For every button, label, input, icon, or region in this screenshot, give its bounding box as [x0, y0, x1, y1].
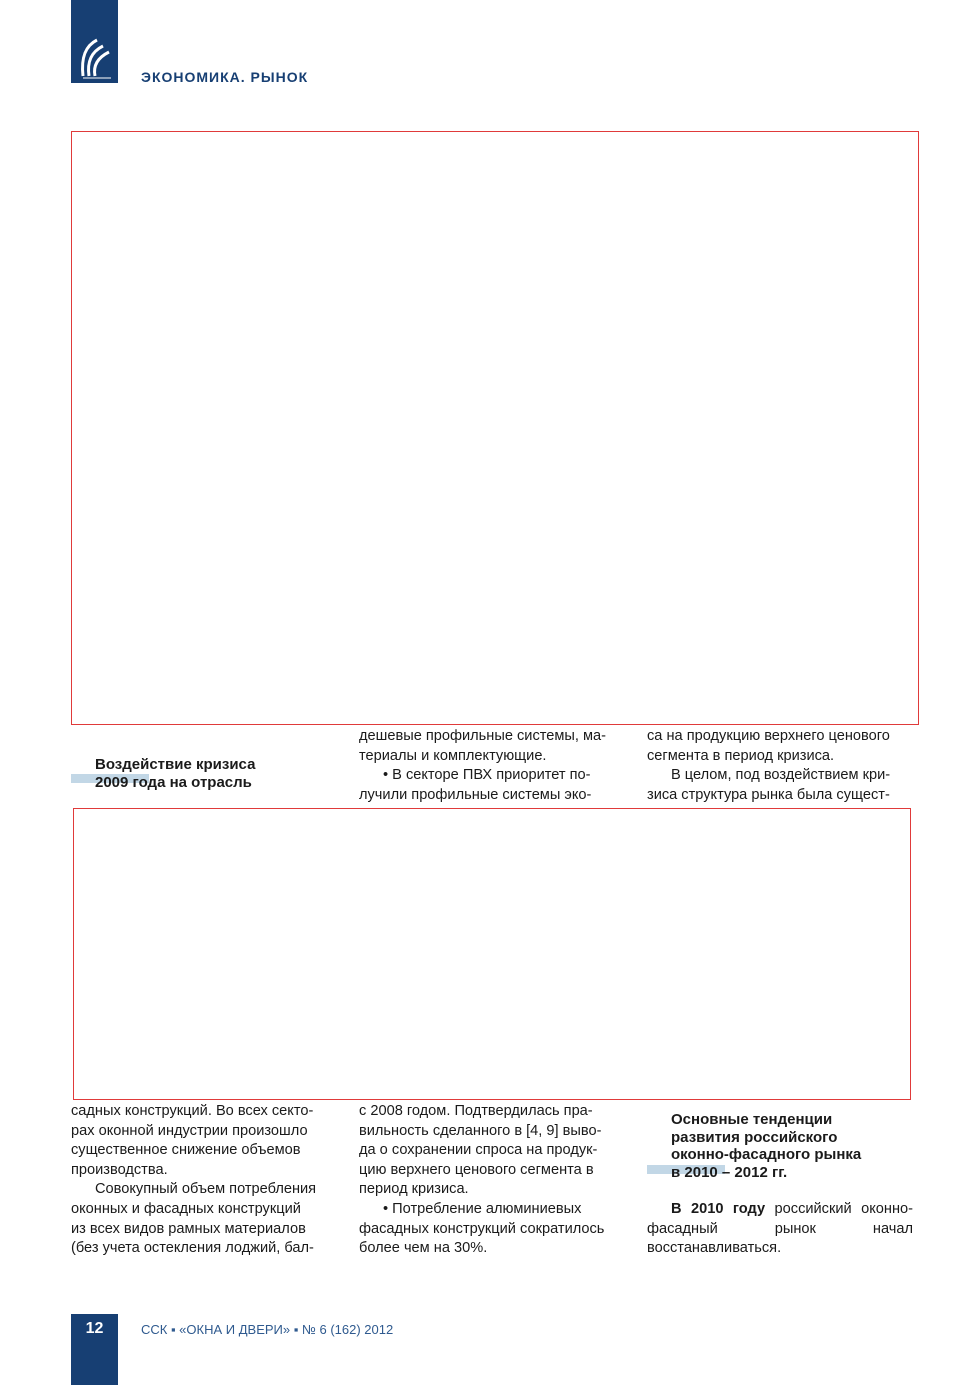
footer-issue: ССК ▪ «ОКНА И ДВЕРИ» ▪ № 6 (162) 2012	[141, 1322, 394, 1337]
column-1-bottom-text	[71, 1102, 337, 1259]
text-line: (без учета остекления лоджий, бал-	[71, 1240, 314, 1257]
redacted-region-middle	[73, 808, 911, 1100]
page-number-tab	[71, 1314, 118, 1385]
heading-line: 2009 года на отрасль	[95, 773, 252, 791]
text-line: вильность сделанного в [4, 9] выво-	[359, 1122, 602, 1139]
text-line: Совокупный объем потребления	[95, 1181, 317, 1198]
heading-line: оконно-фасадного рынка	[671, 1146, 862, 1163]
text-line: дешевые профильные системы, ма-	[359, 728, 607, 744]
text-line: период кризиса.	[359, 1181, 469, 1198]
text-line: • В секторе ПВХ приоритет по-	[383, 767, 591, 784]
column-2-top-text	[359, 727, 625, 805]
column-2-bottom-text	[359, 1102, 625, 1259]
text-line: оконных и фасадных конструкций	[71, 1200, 301, 1217]
section-heading-crisis	[95, 756, 255, 791]
text-line: териалы и комплектующие.	[359, 747, 547, 764]
text-line: • Потребление алюминиевых	[383, 1200, 582, 1217]
text-line: рах оконной индустрии произошло	[71, 1122, 308, 1139]
bold-lead: В 2010 году	[671, 1201, 766, 1217]
text-line: са на продукцию верхнего ценового	[647, 728, 890, 744]
header-logo-tab	[71, 0, 118, 83]
redacted-region-top	[71, 131, 919, 725]
text-line: с 2008 годом. Подтвердилась пра-	[359, 1103, 593, 1119]
heading-line: Основные тенденции	[671, 1111, 833, 1128]
text-line: из всех видов рамных материалов	[71, 1220, 306, 1237]
text-line: сегмента в период кризиса.	[647, 747, 835, 764]
text-line: производства.	[71, 1161, 168, 1178]
text-line: существенное снижение объемов	[71, 1142, 301, 1159]
section-heading-trends	[671, 1111, 861, 1181]
text-line: зиса структура рынка была сущест-	[647, 786, 890, 803]
text-line: более чем на 30%.	[359, 1240, 488, 1257]
text-line: фасадных конструкций сократилось	[359, 1220, 605, 1237]
heading-line: развития российского	[671, 1128, 838, 1146]
section-title: ЭКОНОМИКА. РЫНОК	[141, 69, 309, 85]
text-line: лучили профильные системы эко-	[359, 786, 592, 803]
page-number: 12	[85, 1320, 104, 1337]
heading-line: Воздействие кризиса	[95, 756, 256, 773]
paragraph-text: российский оконно-фасадный рынок начал восстанавливаться.	[647, 1201, 913, 1257]
text-line: В целом, под воздействием кри-	[671, 767, 891, 784]
heading-line: в 2010 – 2012 гг.	[671, 1163, 788, 1181]
column-3-top-text	[647, 727, 913, 805]
text-line: да о сохранении спроса на продук-	[359, 1142, 598, 1159]
text-line: садных конструкций. Во всех секто-	[71, 1103, 314, 1119]
magazine-logo-icon	[77, 36, 113, 80]
text-line: цию верхнего ценового сегмента в	[359, 1161, 594, 1178]
column-3-paragraph	[647, 1200, 913, 1259]
